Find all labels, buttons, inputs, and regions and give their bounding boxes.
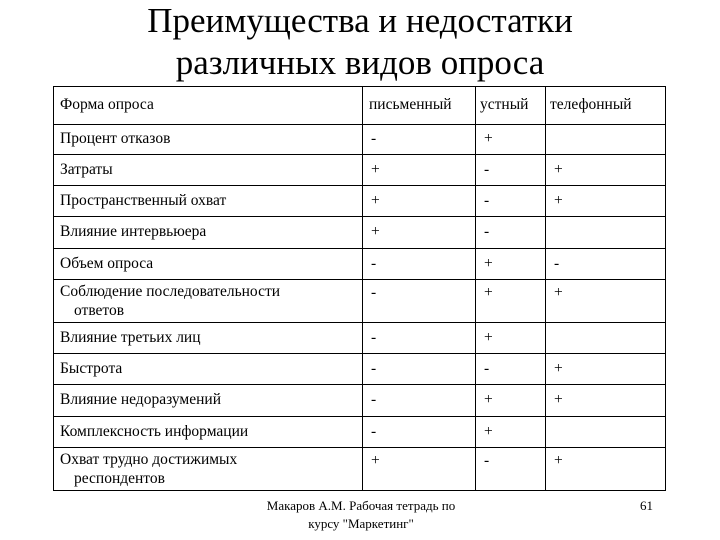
table-row (54, 248, 666, 279)
row-label (54, 385, 363, 416)
table-row (54, 154, 666, 185)
row-label-line: Влияние третьих лиц (60, 328, 201, 346)
cell-oral: + (476, 124, 546, 154)
row-label-line: Быстрота (60, 360, 123, 378)
cell-written: - (363, 124, 476, 154)
cell-oral: + (476, 416, 546, 447)
row-label-line: Затраты (60, 160, 113, 178)
cell-oral: + (476, 279, 546, 322)
table-row (54, 322, 666, 353)
table-row (54, 217, 666, 248)
cell-phone: + (546, 279, 666, 322)
page-number: 61 (640, 498, 653, 513)
cell-written: + (363, 447, 476, 490)
cell-oral: - (476, 186, 546, 217)
row-label (54, 354, 363, 385)
cell-written: - (363, 248, 476, 279)
cell-phone (546, 322, 666, 353)
cell-oral: + (476, 248, 546, 279)
table-row (54, 385, 666, 416)
cell-phone: - (546, 248, 666, 279)
table-row (54, 186, 666, 217)
title-line-1: Преимущества и недостатки (147, 1, 573, 40)
header-row (54, 87, 666, 125)
table-row (54, 279, 666, 322)
cell-oral: + (476, 322, 546, 353)
cell-written: - (363, 416, 476, 447)
row-label-line: Влияние интервьюера (60, 223, 207, 241)
cell-oral: - (476, 154, 546, 185)
row-label (54, 186, 363, 217)
row-label (54, 447, 363, 490)
table-row (54, 416, 666, 447)
cell-written: + (363, 217, 476, 248)
cell-written: - (363, 385, 476, 416)
cell-phone (546, 416, 666, 447)
cell-phone: + (546, 447, 666, 490)
title-line-2: различных видов опроса (175, 43, 545, 82)
row-label (54, 217, 363, 248)
row-label-line: Охват трудно достижимых (60, 450, 238, 468)
cell-written: - (363, 279, 476, 322)
row-label-continuation: ответов (74, 301, 125, 319)
row-label (54, 416, 363, 447)
cell-oral: + (476, 385, 546, 416)
row-label (54, 124, 363, 154)
row-label (54, 279, 363, 322)
page-title (0, 0, 720, 84)
cell-phone: + (546, 186, 666, 217)
footer-credit (246, 497, 476, 533)
row-label-line: Объем опроса (60, 254, 154, 272)
header-cell-oral: устный (476, 87, 546, 125)
cell-written: + (363, 154, 476, 185)
cell-phone: + (546, 385, 666, 416)
cell-oral: - (476, 354, 546, 385)
cell-oral: - (476, 217, 546, 248)
row-label (54, 154, 363, 185)
row-label-line: Влияние недоразумений (60, 391, 221, 409)
cell-written: - (363, 322, 476, 353)
row-label-continuation: респондентов (74, 469, 165, 487)
header-cell-written: письменный (363, 87, 476, 125)
table-row (54, 447, 666, 490)
table-row (54, 354, 666, 385)
row-label (54, 322, 363, 353)
cell-written: + (363, 186, 476, 217)
row-label-line: Соблюдение последовательности (60, 282, 281, 300)
cell-phone (546, 217, 666, 248)
footer-line-2: курсу "Маркетинг" (308, 516, 414, 531)
row-label (54, 248, 363, 279)
cell-oral: - (476, 447, 546, 490)
footer-line-1: Макаров А.М. Рабочая тетрадь по (266, 498, 456, 513)
cell-phone: + (546, 354, 666, 385)
header-cell-phone: телефонный (546, 87, 666, 125)
comparison-table (53, 86, 666, 491)
table-row (54, 124, 666, 154)
cell-written: - (363, 354, 476, 385)
row-label-line: Комплексность информации (60, 422, 249, 440)
cell-phone: + (546, 154, 666, 185)
cell-phone (546, 124, 666, 154)
row-label-line: Процент отказов (60, 130, 171, 148)
row-label-line: Пространственный охват (60, 192, 227, 210)
header-cell-form: Форма опроса (54, 87, 363, 125)
